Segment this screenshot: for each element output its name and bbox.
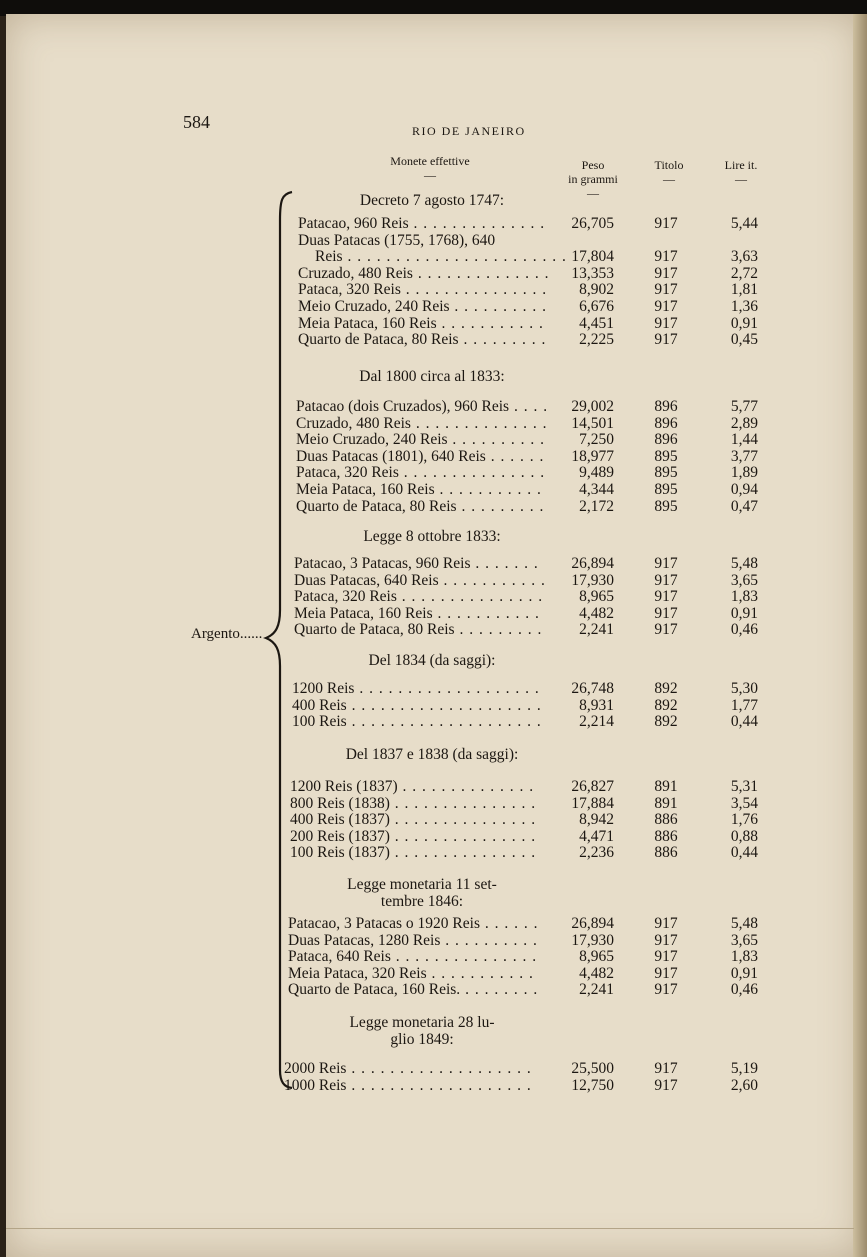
- column-header-peso-l2: in grammi: [568, 172, 618, 186]
- peso-grammi: 26,894: [571, 915, 614, 932]
- peso-grammi: 26,748: [571, 680, 614, 697]
- lire-value: 0,46: [730, 621, 758, 639]
- coin-name: 1200 Reis (1837) . . .: [290, 779, 540, 795]
- lire-value: 0,94: [730, 481, 758, 498]
- column-dash: —: [735, 172, 747, 186]
- peso-grammi: 8,902: [579, 281, 614, 299]
- peso-grammi: 14,501: [571, 414, 614, 432]
- table-row: [298, 316, 778, 332]
- table-row: [296, 432, 776, 448]
- titolo-value: 917: [654, 621, 678, 639]
- table-row: [290, 796, 770, 812]
- coin-name: Reis . . .: [315, 249, 565, 265]
- peso-grammi: 17,930: [571, 571, 614, 589]
- lire-value: 1,83: [730, 948, 758, 966]
- section-title-line: glio 1849:: [390, 1031, 454, 1048]
- peso-grammi: 2,236: [579, 844, 614, 862]
- titolo-value: 917: [654, 1076, 678, 1094]
- lire-value: 1,44: [730, 431, 758, 449]
- titolo-value: 896: [654, 398, 678, 415]
- coin-name: Quarto de Pataca, 80 Reis . . .: [298, 332, 548, 348]
- coin-name: Meia Pataca, 160 Reis . . .: [296, 482, 546, 498]
- peso-grammi: 8,965: [579, 588, 614, 606]
- coin-name: Meio Cruzado, 240 Reis . . .: [296, 432, 546, 448]
- section-title-line: Decreto 7 agosto 1747:: [359, 192, 505, 209]
- lire-value: 0,91: [730, 604, 758, 622]
- peso-grammi: 2,214: [579, 713, 614, 731]
- lire-value: 5,31: [730, 778, 758, 795]
- titolo-value: 917: [654, 931, 678, 949]
- peso-grammi: 4,344: [579, 481, 614, 498]
- lire-value: 3,65: [730, 931, 758, 949]
- table-row: [290, 829, 770, 845]
- titolo-value: 917: [654, 555, 678, 572]
- table-row: [290, 845, 770, 861]
- coin-name: Patacao, 960 Reis . . .: [298, 216, 548, 232]
- table-row: [298, 249, 778, 265]
- column-header-lire: [710, 158, 772, 186]
- table-row: [298, 299, 778, 315]
- coin-name: Quarto de Pataca, 80 Reis . . .: [296, 499, 546, 515]
- section-title-line: Legge monetaria 28 lu-: [349, 1014, 495, 1031]
- titolo-value: 886: [654, 827, 678, 845]
- section-title-line: Del 1834 (da saggi):: [368, 652, 496, 669]
- column-header-monete-label: Monete effettive: [390, 154, 470, 168]
- lire-value: 0,44: [730, 844, 758, 862]
- peso-grammi: 9,489: [579, 464, 614, 482]
- table-row: [292, 681, 772, 697]
- peso-grammi: 18,977: [571, 447, 614, 465]
- table-row: [288, 966, 768, 982]
- column-dash: —: [663, 172, 675, 186]
- table-row: [298, 266, 778, 282]
- peso-grammi: 25,500: [571, 1060, 614, 1077]
- peso-grammi: 4,451: [579, 314, 614, 332]
- lire-value: 5,44: [730, 215, 758, 232]
- table-row: [296, 482, 776, 498]
- section-title-line: Dal 1800 circa al 1833:: [359, 368, 505, 385]
- column-header-monete: [375, 154, 485, 182]
- peso-grammi: 4,482: [579, 604, 614, 622]
- page-edge: [853, 14, 867, 1257]
- titolo-value: 917: [654, 604, 678, 622]
- peso-grammi: 12,750: [571, 1076, 614, 1094]
- lire-value: 1,36: [730, 298, 758, 315]
- peso-grammi: 26,894: [571, 555, 614, 572]
- lire-value: 1,89: [730, 464, 758, 482]
- titolo-value: 917: [654, 915, 678, 932]
- titolo-value: 917: [654, 281, 678, 299]
- titolo-value: 917: [654, 248, 678, 266]
- coin-name: 1000 Reis . . .: [284, 1078, 534, 1094]
- titolo-value: 891: [654, 778, 678, 795]
- table-row: [284, 1061, 764, 1077]
- table-row: [294, 556, 774, 572]
- table-row: [294, 589, 774, 605]
- section-title-line: tembre 1846:: [380, 893, 464, 910]
- lire-value: 3,77: [730, 447, 758, 465]
- peso-grammi: 13,353: [571, 264, 614, 282]
- titolo-value: 917: [654, 298, 678, 315]
- titolo-value: 886: [654, 844, 678, 862]
- section-title: [322, 876, 522, 910]
- coin-name: Pataca, 320 Reis . . .: [294, 589, 544, 605]
- titolo-value: 895: [654, 481, 678, 498]
- lire-value: 1,77: [730, 696, 758, 714]
- table-row: [294, 573, 774, 589]
- section-title: [322, 192, 542, 209]
- lire-value: 0,47: [730, 497, 758, 515]
- table-row: [290, 812, 770, 828]
- titolo-value: 895: [654, 497, 678, 515]
- lire-value: 0,88: [730, 827, 758, 845]
- table-row: [298, 282, 778, 298]
- lire-value: 0,91: [730, 314, 758, 332]
- table-row: [296, 449, 776, 465]
- titolo-value: 917: [654, 215, 678, 232]
- titolo-value: 896: [654, 431, 678, 449]
- column-dash: —: [587, 186, 599, 200]
- table-row: [294, 606, 774, 622]
- coin-name: Duas Patacas (1801), 640 Reis . . .: [296, 449, 546, 465]
- section-title: [322, 528, 542, 545]
- lire-value: 0,91: [730, 964, 758, 982]
- coin-name: Patacao (dois Cruzados), 960 Reis . . .: [296, 399, 546, 415]
- section-title-line: Del 1837 e 1838 (da saggi):: [345, 746, 519, 763]
- section-title-line: Legge monetaria 11 set-: [347, 876, 497, 893]
- lire-value: 5,19: [730, 1060, 758, 1077]
- coin-name: 200 Reis (1837) . . .: [290, 829, 540, 845]
- peso-grammi: 2,241: [579, 621, 614, 639]
- lire-value: 3,54: [730, 794, 758, 812]
- coin-name: Cruzado, 480 Reis . . .: [296, 416, 546, 432]
- coin-name: 400 Reis . . .: [292, 698, 542, 714]
- lire-value: 5,77: [730, 398, 758, 415]
- titolo-value: 917: [654, 964, 678, 982]
- titolo-value: 886: [654, 811, 678, 829]
- column-header-lire-label: Lire it.: [724, 158, 758, 172]
- titolo-value: 896: [654, 414, 678, 432]
- peso-grammi: 26,827: [571, 778, 614, 795]
- peso-grammi: 8,942: [579, 811, 614, 829]
- titolo-value: 917: [654, 981, 678, 999]
- peso-grammi: 7,250: [579, 431, 614, 449]
- coin-name: Pataca, 640 Reis . . .: [288, 949, 538, 965]
- page-number: 584: [183, 112, 210, 132]
- column-dash: —: [424, 168, 436, 182]
- peso-grammi: 29,002: [571, 398, 614, 415]
- lire-value: 5,30: [730, 680, 758, 697]
- peso-grammi: 17,884: [571, 794, 614, 812]
- bottom-rule: [6, 1228, 854, 1229]
- peso-grammi: 8,965: [579, 948, 614, 966]
- coin-name: Duas Patacas, 640 Reis . . .: [294, 573, 544, 589]
- section-title-line: Legge 8 ottobre 1833:: [363, 528, 501, 545]
- coin-name: Patacao, 3 Patacas o 1920 Reis . . .: [288, 916, 538, 932]
- section-title: [322, 1014, 522, 1048]
- table-row: [294, 622, 774, 638]
- coin-name: 400 Reis (1837) . . .: [290, 812, 540, 828]
- table-row: [284, 1078, 764, 1094]
- coin-name: 100 Reis (1837) . . .: [290, 845, 540, 861]
- coin-name: Pataca, 320 Reis . . .: [296, 465, 546, 481]
- coin-name: Cruzado, 480 Reis . . .: [298, 266, 548, 282]
- lire-value: 2,60: [730, 1076, 758, 1094]
- coin-name: Pataca, 320 Reis . . .: [298, 282, 548, 298]
- lire-value: 3,65: [730, 571, 758, 589]
- peso-grammi: 2,241: [579, 981, 614, 999]
- titolo-value: 917: [654, 1060, 678, 1077]
- coin-name: Meia Pataca, 160 Reis . . .: [294, 606, 544, 622]
- titolo-value: 917: [654, 588, 678, 606]
- titolo-value: 891: [654, 794, 678, 812]
- running-head: RIO DE JANEIRO: [412, 124, 526, 138]
- titolo-value: 917: [654, 331, 678, 349]
- coin-name: Duas Patacas, 1280 Reis . . .: [288, 933, 538, 949]
- table-row: [292, 714, 772, 730]
- coin-name: Duas Patacas (1755, 1768), 640: [298, 232, 496, 249]
- peso-grammi: 8,931: [579, 696, 614, 714]
- table-row: [292, 698, 772, 714]
- table-row: [288, 916, 768, 932]
- lire-value: 0,45: [730, 331, 758, 349]
- peso-grammi: 2,172: [579, 497, 614, 515]
- lire-value: 0,46: [730, 981, 758, 999]
- titolo-value: 895: [654, 447, 678, 465]
- table-row: [296, 416, 776, 432]
- coin-name: Quarto de Pataca, 80 Reis . . .: [294, 622, 544, 638]
- table-row: [298, 332, 778, 348]
- section-title: [322, 368, 542, 385]
- titolo-value: 917: [654, 571, 678, 589]
- lire-value: 0,44: [730, 713, 758, 731]
- lire-value: 5,48: [730, 555, 758, 572]
- table-row: [290, 779, 770, 795]
- coin-name: 800 Reis (1838) . . .: [290, 796, 540, 812]
- titolo-value: 892: [654, 696, 678, 714]
- side-label-argento: Argento......: [191, 626, 263, 642]
- section-title: [322, 746, 542, 763]
- coin-name: Meia Pataca, 320 Reis . . .: [288, 966, 538, 982]
- coin-name: 2000 Reis . . .: [284, 1061, 534, 1077]
- lire-value: 5,48: [730, 915, 758, 932]
- table-row: [298, 233, 778, 249]
- peso-grammi: 17,804: [571, 248, 614, 266]
- coin-name: 100 Reis . . .: [292, 714, 542, 730]
- peso-grammi: 6,676: [579, 298, 614, 315]
- section-title: [322, 652, 542, 669]
- column-header-titolo-label: Titolo: [654, 158, 684, 172]
- lire-value: 1,81: [730, 281, 758, 299]
- table-row: [296, 465, 776, 481]
- peso-grammi: 4,482: [579, 964, 614, 982]
- peso-grammi: 2,225: [579, 331, 614, 349]
- coin-name: Quarto de Pataca, 160 Reis. . . .: [288, 982, 538, 998]
- titolo-value: 892: [654, 713, 678, 731]
- table-row: [298, 216, 778, 232]
- peso-grammi: 4,471: [579, 827, 614, 845]
- column-header-peso-l1: Peso: [581, 158, 605, 172]
- coin-name: Patacao, 3 Patacas, 960 Reis . . .: [294, 556, 544, 572]
- table-row: [296, 499, 776, 515]
- titolo-value: 917: [654, 264, 678, 282]
- titolo-value: 892: [654, 680, 678, 697]
- coin-name: 1200 Reis . . .: [292, 681, 542, 697]
- lire-value: 2,89: [730, 414, 758, 432]
- column-header-titolo: [640, 158, 698, 186]
- coin-name: Meio Cruzado, 240 Reis . . .: [298, 299, 548, 315]
- table-row: [288, 949, 768, 965]
- titolo-value: 917: [654, 314, 678, 332]
- titolo-value: 917: [654, 948, 678, 966]
- table-row: [288, 982, 768, 998]
- coin-name: Meia Pataca, 160 Reis . . .: [298, 316, 548, 332]
- peso-grammi: 17,930: [571, 931, 614, 949]
- table-row: [288, 933, 768, 949]
- lire-value: 2,72: [730, 264, 758, 282]
- table-row: [296, 399, 776, 415]
- titolo-value: 895: [654, 464, 678, 482]
- lire-value: 1,76: [730, 811, 758, 829]
- lire-value: 3,63: [730, 248, 758, 266]
- peso-grammi: 26,705: [571, 215, 614, 232]
- column-header-peso: [553, 158, 633, 200]
- lire-value: 1,83: [730, 588, 758, 606]
